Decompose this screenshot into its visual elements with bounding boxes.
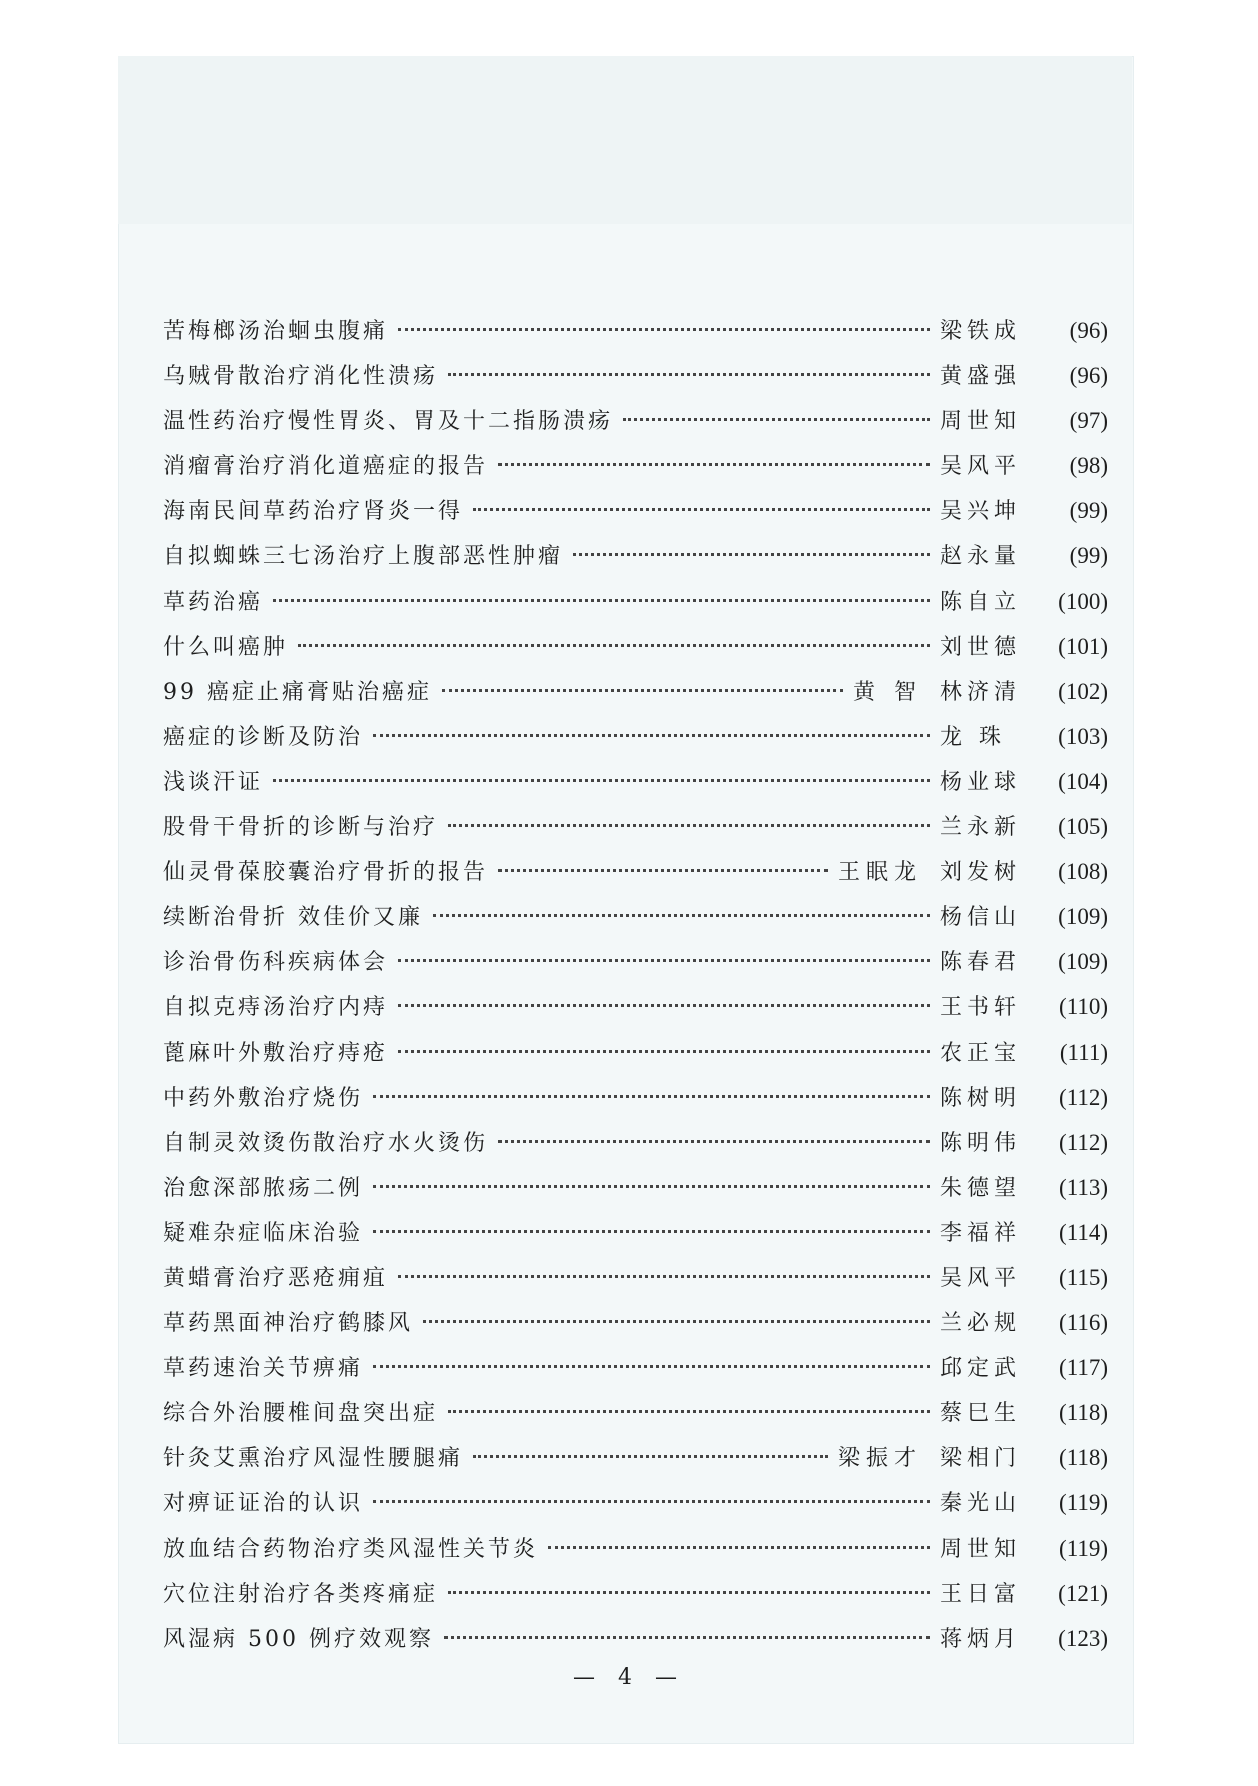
entry-title: 中药外敷治疗烧伤 bbox=[163, 1085, 364, 1111]
entry-title: 对痹证证治的认识 bbox=[163, 1491, 364, 1517]
entry-title: 续断治骨折 效佳价又廉 bbox=[163, 905, 423, 931]
entry-title: 自制灵效烫伤散治疗水火烫伤 bbox=[163, 1130, 489, 1156]
dot-leader bbox=[473, 1435, 828, 1458]
entry-author: 陈明伟 bbox=[940, 1130, 1022, 1156]
toc-entry bbox=[163, 1030, 1108, 1075]
dot-leader bbox=[623, 398, 930, 421]
entry-author: 刘发树 bbox=[940, 860, 1022, 886]
dot-leader bbox=[398, 939, 930, 962]
entry-page: (110) bbox=[1059, 994, 1108, 1020]
entry-page: (99) bbox=[1069, 543, 1108, 569]
entry-author: 兰永新 bbox=[940, 815, 1022, 841]
header-band bbox=[118, 56, 1132, 224]
toc-entry bbox=[163, 669, 1108, 714]
dot-leader bbox=[373, 714, 930, 737]
entry-page: (102) bbox=[1058, 678, 1108, 704]
entry-author: 梁相门 bbox=[940, 1446, 1022, 1472]
entry-page: (117) bbox=[1059, 1355, 1108, 1381]
entry-title: 草药黑面神治疗鹤膝风 bbox=[163, 1311, 414, 1337]
entry-title: 疑难杂症临床治验 bbox=[163, 1220, 364, 1246]
entry-author: 李福祥 bbox=[940, 1220, 1022, 1246]
entry-author: 蔡巳生 bbox=[940, 1401, 1022, 1427]
dot-leader bbox=[398, 984, 930, 1007]
toc-entry bbox=[163, 308, 1108, 353]
entry-page: (96) bbox=[1069, 363, 1108, 389]
dot-leader bbox=[273, 579, 930, 602]
entry-page: (99) bbox=[1069, 498, 1108, 524]
entry-title: 穴位注射治疗各类疼痛症 bbox=[163, 1581, 439, 1607]
toc-entry bbox=[163, 624, 1108, 669]
toc-entry bbox=[163, 1255, 1108, 1300]
entry-title: 海南民间草药治疗肾炎一得 bbox=[163, 499, 464, 525]
toc-entry bbox=[163, 1571, 1108, 1616]
entry-page: (114) bbox=[1059, 1219, 1108, 1245]
toc-entry bbox=[163, 579, 1108, 624]
entry-author: 邱定武 bbox=[940, 1356, 1022, 1382]
dot-leader bbox=[398, 308, 930, 331]
entry-title: 自拟蜘蛛三七汤治疗上腹部恶性肿瘤 bbox=[163, 544, 564, 570]
entry-title: 温性药治疗慢性胃炎、胃及十二指肠溃疡 bbox=[163, 409, 614, 435]
toc-entry bbox=[163, 1165, 1108, 1210]
entry-title: 什么叫癌肿 bbox=[163, 634, 289, 660]
dot-leader bbox=[498, 443, 930, 466]
entry-page: (118) bbox=[1059, 1400, 1108, 1426]
entry-title: 癌症的诊断及防治 bbox=[163, 724, 364, 750]
entry-title: 蓖麻叶外敷治疗痔疮 bbox=[163, 1040, 389, 1066]
entry-author: 刘世德 bbox=[940, 634, 1022, 660]
toc-entry bbox=[163, 759, 1108, 804]
entry-title: 放血结合药物治疗类风湿性关节炎 bbox=[163, 1536, 539, 1562]
entry-co-author: 王眠龙 bbox=[837, 860, 922, 886]
dot-leader bbox=[448, 1571, 930, 1594]
dot-leader bbox=[433, 894, 930, 917]
entry-page: (103) bbox=[1058, 723, 1108, 749]
entry-page: (113) bbox=[1059, 1174, 1108, 1200]
toc-entry bbox=[163, 1526, 1108, 1571]
toc-entry bbox=[163, 1390, 1108, 1435]
toc-entry bbox=[163, 1480, 1108, 1525]
entry-page: (119) bbox=[1059, 1535, 1108, 1561]
entry-page: (123) bbox=[1058, 1625, 1108, 1651]
entry-title: 风湿病 500 例疗效观察 bbox=[163, 1626, 434, 1652]
entry-author: 秦光山 bbox=[940, 1491, 1022, 1517]
toc-entry bbox=[163, 714, 1108, 759]
toc-entry bbox=[163, 849, 1108, 894]
entry-author: 兰必规 bbox=[940, 1311, 1022, 1337]
toc-entry bbox=[163, 1345, 1108, 1390]
entry-page: (112) bbox=[1059, 1129, 1108, 1155]
entry-author: 黄盛强 bbox=[940, 364, 1022, 390]
entry-author: 龙 珠 bbox=[940, 724, 1006, 750]
toc-entry bbox=[163, 1435, 1108, 1480]
entry-page: (116) bbox=[1059, 1310, 1108, 1336]
entry-author: 王书轩 bbox=[940, 995, 1022, 1021]
dot-leader bbox=[373, 1480, 930, 1503]
dot-leader bbox=[442, 669, 843, 692]
entry-title: 治愈深部脓疡二例 bbox=[163, 1175, 364, 1201]
entry-title: 99 癌症止痛膏贴治癌症 bbox=[163, 679, 432, 705]
toc-entry bbox=[163, 894, 1108, 939]
entry-title: 股骨干骨折的诊断与治疗 bbox=[163, 815, 439, 841]
entry-author: 吴风平 bbox=[940, 454, 1022, 480]
dot-leader bbox=[448, 353, 930, 376]
entry-author: 周世知 bbox=[940, 409, 1022, 435]
page-number: — 4 — bbox=[573, 1665, 685, 1690]
entry-author: 吴风平 bbox=[940, 1265, 1022, 1291]
entry-title: 黄蜡膏治疗恶疮痈疽 bbox=[163, 1265, 389, 1291]
entry-title: 苦梅榔汤治蛔虫腹痛 bbox=[163, 319, 389, 344]
entry-author: 杨信山 bbox=[940, 905, 1022, 931]
dot-leader bbox=[398, 1255, 930, 1278]
entry-title: 乌贼骨散治疗消化性溃疡 bbox=[163, 364, 439, 390]
dot-leader bbox=[448, 1390, 930, 1413]
entry-title: 针灸艾熏治疗风湿性腰腿痛 bbox=[163, 1446, 464, 1472]
toc-entry bbox=[163, 398, 1108, 443]
entry-co-author: 黄 智 bbox=[853, 679, 922, 705]
entry-title: 综合外治腰椎间盘突出症 bbox=[163, 1401, 439, 1427]
dot-leader bbox=[373, 1210, 930, 1233]
entry-title: 草药治癌 bbox=[163, 589, 264, 615]
toc-entry bbox=[163, 1616, 1108, 1661]
entry-author: 吴兴坤 bbox=[940, 499, 1022, 525]
entry-page: (104) bbox=[1058, 768, 1108, 794]
dot-leader bbox=[398, 1030, 930, 1053]
entry-author: 林济清 bbox=[940, 679, 1022, 705]
entry-page: (109) bbox=[1058, 949, 1108, 975]
toc-entry bbox=[163, 1120, 1108, 1165]
entry-page: (119) bbox=[1059, 1490, 1108, 1516]
entry-title: 草药速治关节痹痛 bbox=[163, 1356, 364, 1382]
entry-page: (105) bbox=[1058, 814, 1108, 840]
entry-author: 王日富 bbox=[940, 1581, 1022, 1607]
toc-entry bbox=[163, 533, 1108, 578]
entry-author: 陈自立 bbox=[940, 589, 1022, 615]
entry-page: (101) bbox=[1058, 633, 1108, 659]
entry-page: (96) bbox=[1069, 318, 1108, 343]
toc-entry bbox=[163, 1300, 1108, 1345]
entry-page: (109) bbox=[1058, 904, 1108, 930]
toc-entry bbox=[163, 353, 1108, 398]
dot-leader bbox=[298, 624, 930, 647]
table-of-contents bbox=[163, 308, 1108, 1661]
entry-author: 梁铁成 bbox=[940, 319, 1022, 344]
entry-title: 仙灵骨葆胶囊治疗骨折的报告 bbox=[163, 860, 489, 886]
entry-author: 陈树明 bbox=[940, 1085, 1022, 1111]
entry-title: 诊治骨伤科疾病体会 bbox=[163, 950, 389, 976]
toc-entry bbox=[163, 488, 1108, 533]
dot-leader bbox=[444, 1616, 930, 1639]
dot-leader bbox=[498, 1120, 930, 1143]
dot-leader bbox=[273, 759, 930, 782]
entry-title: 浅谈汗证 bbox=[163, 769, 264, 795]
entry-page: (97) bbox=[1069, 408, 1108, 434]
entry-author: 朱德望 bbox=[940, 1175, 1022, 1201]
entry-title: 消瘤膏治疗消化道癌症的报告 bbox=[163, 454, 489, 480]
entry-page: (118) bbox=[1059, 1445, 1108, 1471]
entry-page: (121) bbox=[1058, 1580, 1108, 1606]
entry-page: (115) bbox=[1059, 1264, 1108, 1290]
entry-author: 赵永量 bbox=[940, 544, 1022, 570]
dot-leader bbox=[473, 488, 930, 511]
entry-page: (98) bbox=[1069, 453, 1108, 479]
entry-title: 自拟克痔汤治疗内痔 bbox=[163, 995, 389, 1021]
dot-leader bbox=[373, 1165, 930, 1188]
entry-author: 陈春君 bbox=[940, 950, 1022, 976]
entry-author: 杨业球 bbox=[940, 769, 1022, 795]
dot-leader bbox=[448, 804, 930, 827]
entry-page: (112) bbox=[1059, 1084, 1108, 1110]
entry-page: (108) bbox=[1058, 859, 1108, 885]
entry-page: (100) bbox=[1058, 588, 1108, 614]
toc-entry bbox=[163, 1075, 1108, 1120]
toc-entry bbox=[163, 984, 1108, 1029]
dot-leader bbox=[373, 1075, 930, 1098]
dot-leader bbox=[423, 1300, 930, 1323]
toc-entry bbox=[163, 1210, 1108, 1255]
toc-entry bbox=[163, 804, 1108, 849]
entry-author: 周世知 bbox=[940, 1536, 1022, 1562]
toc-entry bbox=[163, 443, 1108, 488]
dot-leader bbox=[373, 1345, 930, 1368]
dot-leader bbox=[573, 533, 930, 556]
entry-page: (111) bbox=[1059, 1039, 1108, 1065]
toc-entry bbox=[163, 939, 1108, 984]
entry-author: 农正宝 bbox=[940, 1040, 1022, 1066]
dot-leader bbox=[498, 849, 828, 872]
entry-author: 蒋炳月 bbox=[940, 1626, 1022, 1652]
entry-co-author: 梁振才 bbox=[837, 1446, 922, 1472]
dot-leader bbox=[548, 1526, 930, 1549]
